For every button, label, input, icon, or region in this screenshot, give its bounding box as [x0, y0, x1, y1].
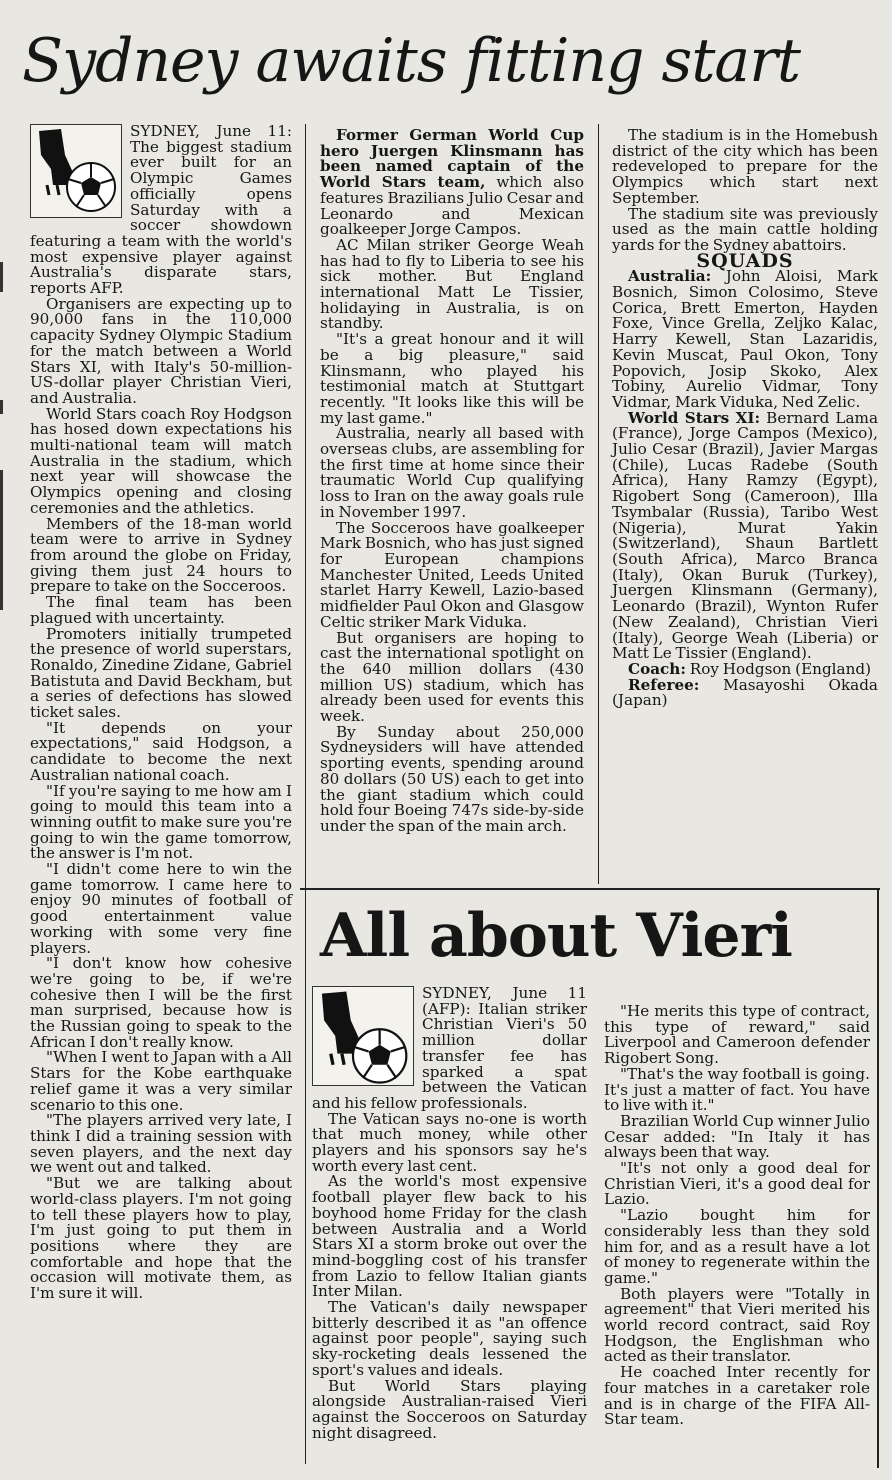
referee-name: Masayoshi Okada (Japan) [612, 675, 878, 710]
article1-paragraph: Australia, nearly all based with overseas clubs, are assembling for the first time at home since their traumatic World Cup qualifying loss to Iran on the away goals rule in November 1997. [320, 424, 584, 521]
squad-referee [612, 675, 878, 710]
article1-lead-bold: Former German World Cup hero Juergen Klinsmann has been named captain of the World Stars team, [320, 126, 584, 192]
article1-paragraph: SYDNEY, June 11: The biggest stadium ever built for an Olympic Games officially opens Saturday with a soccer showdown featuring a team with the world's most expensive player against Australia's disparate stars, reports AFP. [30, 122, 292, 298]
article1-paragraph: The stadium site was previously used as the main cattle holding yards for the Sydney abattoirs. [612, 204, 878, 254]
column-rule [305, 124, 306, 1464]
squad-world-label: World Stars XI: [628, 408, 761, 427]
story-box-rule [877, 888, 879, 1468]
article2-paragraph: SYDNEY, June 11 (AFP): Italian striker Christian Vieri's 50 million dollar transfer fee has sparked a spat between the Vatican and his fellow professionals. [312, 984, 587, 1112]
article1-column-2 [320, 128, 584, 835]
clipping-edge-mark [0, 470, 3, 610]
article2-paragraph: "It's not only a good deal for Christian Vieri, it's a good deal for Lazio. [604, 1159, 870, 1209]
article2-paragraph: The Vatican's daily newspaper bitterly described it as "an offence against poor people", saying such sky-rocketing deals lessened the sport's values and ideals. [312, 1298, 587, 1379]
article2-paragraph: But World Stars playing alongside Australian-raised Vieri against the Socceroos on Saturday night disagreed. [312, 1376, 587, 1442]
clipping-edge-mark [0, 262, 3, 292]
main-headline: Sydney awaits fitting start [22, 26, 800, 96]
article1-lead-rest: which also features Brazilians Julio Cesar and Leonardo and Mexican goalkeeper Jorge Campos. [320, 173, 585, 239]
soccer-boot-ball-graphic [313, 987, 413, 1089]
article1-paragraph: "If you're saying to me how am I going to mould this team into a winning outfit to make sure you're going to win the game tomorrow, the answer is I'm not. [30, 781, 292, 863]
article2-paragraph: The Vatican says no-one is worth that much money, while other players and his sponsors say he's worth every last cent. [312, 1109, 587, 1175]
article1-paragraph: But organisers are hoping to cast the international spotlight on the 640 million dollars (430 million US) stadium, which has already been used for events this week. [320, 628, 584, 726]
article1-paragraph: World Stars coach Roy Hodgson has hosed down expectations his multi-national team will match Australia in the stadium, which next year will showcase the Olympics opening and closing ceremonies and the athletics. [30, 404, 292, 517]
article1-paragraph: AC Milan striker George Weah has had to fly to Liberia to see his sick mother. But England international Matt Le Tissier, holidaying in Australia, is on standby. [320, 235, 584, 333]
article1-paragraph: The stadium is in the Homebush district of the city which has been redeveloped to prepare for the Olympics which start next September. [612, 126, 878, 207]
article1-paragraph [320, 128, 584, 238]
story-box-rule [300, 888, 880, 890]
article2-paragraph: "That's the way football is going. It's just a matter of fact. You have to live with it." [604, 1064, 870, 1115]
coach-name: Roy Hodgson (England) [689, 659, 872, 678]
article2-paragraph: Brazilian World Cup winner Julio Cesar added: "In Italy it has always been that way. [604, 1111, 870, 1162]
article1-column-1 [30, 124, 292, 1302]
article1-column-3 [612, 128, 878, 709]
squad-world-players: Bernard Lama (France), Jorge Campos (Mexico), Julio Cesar (Brazil), Javier Margas (Chile), Lucas Radebe (South Africa), Hany Ramzy (Egypt), Rigobert Song (Cameroon), Illa Tsymbalar (Russia), Taribo West (Nigeria), Murat Yakin (Switzerland), Shaun Bartlett (South Africa), Marco Branca (Italy), Okan Buruk (Turkey), Juergen Klinsmann (Germany), Leonardo (Brazil), Wynton Rufer (New Zealand), Christian Vieri (Italy), George Weah (Liberia) or Matt Le Tissier (England). [612, 408, 879, 663]
article1-paragraph: "The players arrived very late, I think I did a training session with seven players, and the next day we went out and talked. [30, 1111, 292, 1177]
squads-heading: SQUADS [696, 249, 794, 272]
article1-paragraph: The Socceroos have goalkeeper Mark Bosnich, who has just signed for European champions Manchester United, Leeds United starlet Harry Kewell, Lazio-based midfielder Paul Okon and Glasgow Celtic striker Mark Viduka. [320, 518, 584, 631]
article1-paragraph: "It depends on your expectations," said Hodgson, a candidate to become the next Australian national coach. [30, 718, 292, 784]
squad-australia-label: Australia: [628, 267, 712, 286]
article1-paragraph: "It's a great honour and it will be a big pleasure," said Klinsmann, who played his testimonial match at Stuttgart recently. "It looks like this will be my last game." [320, 330, 584, 427]
article1-paragraph: The final team has been plagued with uncertainty. [30, 593, 292, 627]
article1-paragraph: "I don't know how cohesive we're going to be, if we're cohesive then I will be the first man surprised, because how is the Russian going to speak to the African I don't really know. [30, 954, 292, 1051]
referee-label: Referee: [628, 675, 700, 694]
soccer-boot-ball-graphic [31, 125, 121, 217]
article1-paragraph: By Sunday about 250,000 Sydneysiders will have attended sporting events, spending around 80 dollars (50 US) each to get into the giant stadium which could hold four Boeing 747s side-by-side under the span of the main arch. [320, 722, 584, 835]
article2-column-1 [312, 986, 587, 1441]
article1-paragraph: Promoters initially trumpeted the presence of world superstars, Ronaldo, Zinedine Zidane, Gabriel Batistuta and David Beckham, but a series of defections has slowed ticket sales. [30, 624, 292, 722]
article2-paragraph: Both players were "Totally in agreement" that Vieri merited his world record contract, said Roy Hodgson, the Englishman who acted as their translator. [604, 1284, 870, 1366]
article2-paragraph: "Lazio bought him for considerably less than they sold him for, and as a result have a lot of money to regenerate within the game." [604, 1206, 870, 1287]
article2-paragraph: He coached Inter recently for four matches in a caretaker role and is in charge of the FIFA All-Star team. [604, 1363, 870, 1429]
article2-paragraph: As the world's most expensive football player flew back to his boyhood home Friday for the clash between Australia and a World Stars XI a storm broke out over the mind-boggling cost of his transfer from Lazio to fellow Italian giants Inter Milan. [312, 1172, 587, 1301]
soccer-boot-ball-icon [312, 986, 414, 1086]
article1-paragraph: Members of the 18-man world team were to arrive in Sydney from around the globe on Friday, giving them just 24 hours to prepare to take on the Socceroos. [30, 514, 292, 596]
article1-paragraph: "When I went to Japan with a All Stars for the Kobe earthquake relief game it was a very similar scenario to this one. [30, 1048, 292, 1114]
article2-column-2 [604, 1004, 870, 1428]
clipping-edge-mark [0, 400, 3, 414]
article1-paragraph: Organisers are expecting up to 90,000 fans in the 110,000 capacity Sydney Olympic Stadium for the match between a World Stars XI, with Italy's 50-million-US-dollar player Christian Vieri, and Australia. [30, 294, 292, 407]
column-rule [598, 124, 599, 884]
second-headline: All about Vieri [320, 901, 792, 971]
squad-australia-players: John Aloisi, Mark Bosnich, Simon Colosimo, Steve Corica, Brett Emerton, Hayden Foxe, Vince Grella, Zeljko Kalac, Harry Kewell, Stan Lazaridis, Kevin Muscat, Paul Okon, Tony Popovich, Josip Skoko, Alex Tobiny, Aurelio Vidmar, Tony Vidmar, Mark Viduka, Ned Zelic. [612, 267, 878, 411]
squad-australia [612, 269, 878, 410]
article1-paragraph: "But we are talking about world-class players. I'm not going to tell these players how to play, I'm just going to put them in positions where they are comfortable and hope that the occasion will motivate them, as I'm sure it will. [30, 1174, 292, 1303]
article1-paragraph: "I didn't come here to win the game tomorrow. I came here to enjoy 90 minutes of football of good entertainment value working with some very fine players. [30, 860, 292, 957]
soccer-boot-ball-icon [30, 124, 122, 218]
squad-world-stars [612, 408, 879, 663]
article2-paragraph: "He merits this type of contract, this type of reward," said Liverpool and Cameroon defender Rigobert Song. [604, 1002, 870, 1068]
coach-label: Coach: [628, 659, 686, 678]
